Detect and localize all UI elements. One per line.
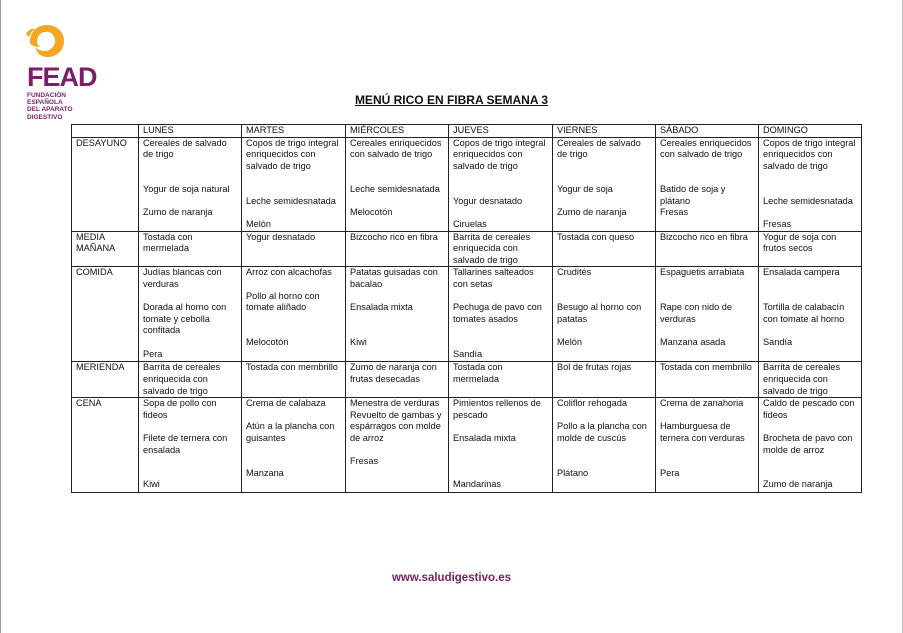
menu-cell	[139, 231, 242, 267]
menu-item: Crema de zanahoria	[660, 398, 744, 409]
menu-cell	[656, 231, 759, 267]
line-spacer	[763, 325, 858, 337]
menu-item: Copos de trigo integral enriquecidos con salvado de trigo	[453, 137, 546, 171]
menu-item: Zumo de naranja	[763, 479, 833, 490]
menu-item: Pera	[660, 467, 680, 478]
line-spacer	[246, 445, 342, 457]
fead-logo	[24, 22, 114, 122]
menu-item: Tostada con membrillo	[246, 362, 338, 373]
line-spacer	[453, 184, 549, 196]
line-spacer	[453, 445, 549, 457]
menu-cell	[346, 231, 449, 267]
menu-item: Leche semidesnatada	[350, 183, 440, 194]
line-spacer	[143, 172, 238, 184]
menu-item: Barrita de cereales enriquecida con salvado de trigo	[763, 362, 841, 396]
menu-cell	[346, 398, 449, 493]
menu-item: Batido de soja y plátano	[660, 183, 726, 206]
line-spacer	[453, 456, 549, 468]
menu-cell	[242, 398, 346, 493]
menu-item: Ensalada campera	[763, 267, 840, 278]
menu-item: Ensalada mixta	[350, 302, 413, 313]
line-spacer	[660, 279, 755, 291]
line-spacer	[246, 184, 342, 196]
meal-label: MEDIA MAÑANA	[72, 231, 139, 267]
menu-item: Bizcocho rico en fibra	[350, 231, 438, 242]
menu-item: Manzana	[246, 467, 284, 478]
line-spacer	[453, 468, 549, 480]
menu-item: Fresas	[350, 456, 379, 467]
line-spacer	[143, 196, 238, 208]
menu-cell	[139, 362, 242, 398]
menu-cell	[553, 231, 656, 267]
line-spacer	[350, 196, 445, 208]
line-spacer	[453, 337, 549, 349]
line-spacer	[246, 314, 342, 326]
menu-cell	[759, 137, 862, 231]
line-spacer	[763, 207, 858, 219]
line-spacer	[660, 161, 755, 173]
menu-item: Zumo de naranja	[143, 207, 213, 218]
menu-item: Plátano	[557, 467, 589, 478]
menu-cell	[242, 267, 346, 362]
menu-item: Tallarines salteados con setas	[453, 267, 534, 289]
line-spacer	[143, 456, 238, 468]
line-spacer	[763, 279, 858, 291]
line-spacer	[143, 421, 238, 433]
menu-item: Sandía	[763, 336, 793, 347]
menu-cell	[553, 398, 656, 493]
menu-item: Besugo al horno con patatas	[557, 302, 642, 324]
line-spacer	[246, 172, 342, 184]
menu-item: Menestra de verduras	[350, 398, 440, 409]
menu-item: Tostada con queso	[557, 231, 635, 242]
menu-cell	[553, 137, 656, 231]
menu-item: Manzana asada	[660, 336, 726, 347]
menu-item: Yogur de soja con frutos secos	[763, 231, 837, 254]
line-spacer	[557, 291, 652, 303]
meal-row	[72, 267, 862, 362]
menu-item: Brocheta de pavo con molde de arroz	[763, 432, 853, 455]
line-spacer	[350, 314, 445, 326]
menu-item: Sopa de pollo con fideos	[143, 398, 217, 420]
line-spacer	[143, 291, 238, 303]
meal-row	[72, 362, 862, 398]
line-spacer	[246, 410, 342, 422]
menu-item: Pechuga de pavo con tomates asados	[453, 302, 542, 324]
header-row	[72, 125, 862, 138]
menu-cell	[242, 231, 346, 267]
line-spacer	[453, 325, 549, 337]
menu-cell	[759, 362, 862, 398]
menu-cell	[656, 137, 759, 231]
meal-row	[72, 231, 862, 267]
menu-cell	[139, 398, 242, 493]
menu-item: Espaguetis arrabiata	[660, 267, 745, 278]
line-spacer	[557, 325, 652, 337]
line-spacer	[143, 468, 238, 480]
menu-item: Kiwi	[143, 479, 160, 490]
menu-cell	[346, 362, 449, 398]
line-spacer	[453, 207, 549, 219]
menu-cell	[242, 362, 346, 398]
menu-item: Crudités	[557, 267, 592, 278]
weekly-menu-table	[71, 124, 862, 493]
menu-item: Kiwi	[350, 336, 367, 347]
line-spacer	[660, 410, 755, 422]
menu-item: Crema de calabaza	[246, 398, 326, 409]
meal-label: CENA	[72, 398, 139, 493]
menu-cell	[449, 267, 553, 362]
meal-label: MERIENDA	[72, 362, 139, 398]
day-header: VIERNES	[553, 125, 656, 138]
line-spacer	[143, 161, 238, 173]
meal-row	[72, 398, 862, 493]
menu-item: Barrita de cereales enriquecida con salvado de trigo	[453, 231, 531, 265]
menu-item: Zumo de naranja con frutas desecadas	[350, 362, 437, 384]
line-spacer	[557, 161, 652, 173]
menu-cell	[656, 267, 759, 362]
menu-item: Ensalada mixta	[453, 432, 516, 443]
logo-line: FUNDACIÓN	[27, 92, 66, 99]
line-spacer	[143, 337, 238, 349]
menu-item: Bizcocho rico en fibra	[660, 231, 748, 242]
menu-cell	[656, 398, 759, 493]
menu-item: Melocotón	[350, 207, 393, 218]
page-title: MENÚ RICO EN FIBRA SEMANA 3	[354, 93, 549, 107]
line-spacer	[350, 445, 445, 457]
menu-item: Fresas	[763, 218, 792, 229]
meal-label: DESAYUNO	[72, 137, 139, 231]
line-spacer	[350, 172, 445, 184]
menu-item: Melón	[557, 336, 583, 347]
menu-item: Ciruelas	[453, 218, 487, 229]
logo-line: DEL APARATO	[27, 106, 73, 114]
menu-item: Judías blancas con verduras	[143, 267, 222, 289]
menu-item: Copos de trigo integral enriquecidos con salvado de trigo	[246, 137, 339, 171]
menu-item: Zumo de naranja	[557, 207, 627, 218]
menu-cell	[139, 137, 242, 231]
menu-item: Tostada con mermelada	[143, 231, 193, 254]
menu-item: Barrita de cereales enriquecida con salvado de trigo	[143, 362, 221, 396]
menu-item: Yogur desnatado	[246, 231, 316, 242]
footer-website: www.saludigestivo.es	[391, 572, 512, 584]
menu-item: Coliflor rehogada	[557, 398, 627, 409]
menu-item: Leche semidesnatada	[763, 195, 853, 206]
menu-item: Leche semidesnatada	[246, 195, 336, 206]
menu-cell	[449, 398, 553, 493]
menu-item: Cereales de salvado de trigo	[557, 137, 641, 160]
logo-line: DIGESTIVO	[27, 113, 63, 121]
menu-item: Fresas	[660, 207, 689, 218]
line-spacer	[557, 196, 652, 208]
day-header: JUEVES	[449, 125, 553, 138]
menu-cell	[449, 231, 553, 267]
menu-item: Yogur de soja natural	[143, 183, 230, 194]
day-header: MARTES	[242, 125, 346, 138]
menu-cell	[242, 137, 346, 231]
menu-cell	[449, 137, 553, 231]
day-header: DOMINGO	[759, 125, 862, 138]
corner-cell	[72, 125, 139, 138]
menu-item: Pollo al horno con tomate aliñado	[246, 290, 320, 313]
line-spacer	[246, 456, 342, 468]
line-spacer	[763, 421, 858, 433]
line-spacer	[557, 445, 652, 457]
line-spacer	[557, 410, 652, 422]
fead-logo-mark-icon	[24, 22, 68, 62]
menu-item: Sandía	[453, 348, 483, 359]
line-spacer	[453, 421, 549, 433]
menu-item: Cereales enriquecidos con salvado de trigo	[660, 137, 752, 160]
line-spacer	[350, 325, 445, 337]
line-spacer	[763, 184, 858, 196]
line-spacer	[660, 325, 755, 337]
line-spacer	[660, 291, 755, 303]
menu-cell	[553, 267, 656, 362]
line-spacer	[660, 456, 755, 468]
menu-item: Revuelto de gambas y espárragos con molde de arroz	[350, 409, 442, 443]
menu-item: Arroz con alcachofas	[246, 267, 332, 278]
day-header: SÁBADO	[656, 125, 759, 138]
menu-cell	[553, 362, 656, 398]
day-header: MIÉRCOLES	[346, 125, 449, 138]
menu-item: Tortilla de calabacín con tomate al horno	[763, 302, 845, 324]
logo-line: ESPAÑOLA	[27, 99, 63, 107]
menu-item: Melón	[246, 218, 272, 229]
menu-item: Bol de frutas rojas	[557, 362, 632, 373]
menu-cell	[759, 231, 862, 267]
menu-item: Filete de ternera con ensalada	[143, 432, 228, 455]
menu-cell	[346, 137, 449, 231]
menu-item: Melocotón	[246, 336, 289, 347]
menu-cell	[449, 362, 553, 398]
menu-item: Caldo de pescado con fideos	[763, 398, 855, 420]
line-spacer	[557, 279, 652, 291]
line-spacer	[557, 172, 652, 184]
menu-item: Tostada con membrillo	[660, 362, 752, 373]
menu-cell	[346, 267, 449, 362]
menu-item: Copos de trigo integral enriquecidos con salvado de trigo	[763, 137, 856, 171]
meal-row	[72, 137, 862, 231]
line-spacer	[246, 207, 342, 219]
line-spacer	[763, 291, 858, 303]
line-spacer	[453, 291, 549, 303]
day-header: LUNES	[139, 125, 242, 138]
menu-item: Tostada con mermelada	[453, 362, 503, 384]
line-spacer	[660, 172, 755, 184]
line-spacer	[763, 172, 858, 184]
menu-item: Yogur desnatado	[453, 195, 523, 206]
line-spacer	[350, 291, 445, 303]
meal-label: COMIDA	[72, 267, 139, 362]
menu-cell	[759, 267, 862, 362]
menu-item: Atún a la plancha con guisantes	[246, 421, 335, 443]
line-spacer	[246, 279, 342, 291]
menu-cell	[139, 267, 242, 362]
line-spacer	[246, 325, 342, 337]
menu-item: Rape con nido de verduras	[660, 302, 733, 324]
menu-item: Pera	[143, 348, 163, 359]
menu-item: Pimientos rellenos de pescado	[453, 398, 541, 420]
logo-wordmark: FEAD	[27, 62, 97, 92]
menu-item: Yogur de soja	[557, 183, 613, 194]
line-spacer	[763, 456, 858, 468]
line-spacer	[557, 456, 652, 468]
menu-item: Hamburguesa de ternera con verduras	[660, 421, 745, 443]
menu-item: Mandarinas	[453, 479, 502, 490]
menu-cell	[759, 398, 862, 493]
line-spacer	[453, 172, 549, 184]
menu-cell	[656, 362, 759, 398]
menu-item: Patatas guisadas con bacalao	[350, 267, 438, 289]
menu-item: Cereales enriquecidos con salvado de trigo	[350, 137, 442, 160]
menu-item: Pollo a la plancha con molde de cuscús	[557, 421, 647, 443]
line-spacer	[660, 445, 755, 457]
line-spacer	[350, 161, 445, 173]
menu-item: Dorada al horno con tomate y cebolla confitada	[143, 302, 227, 336]
line-spacer	[763, 468, 858, 480]
menu-item: Cereales de salvado de trigo	[143, 137, 227, 160]
